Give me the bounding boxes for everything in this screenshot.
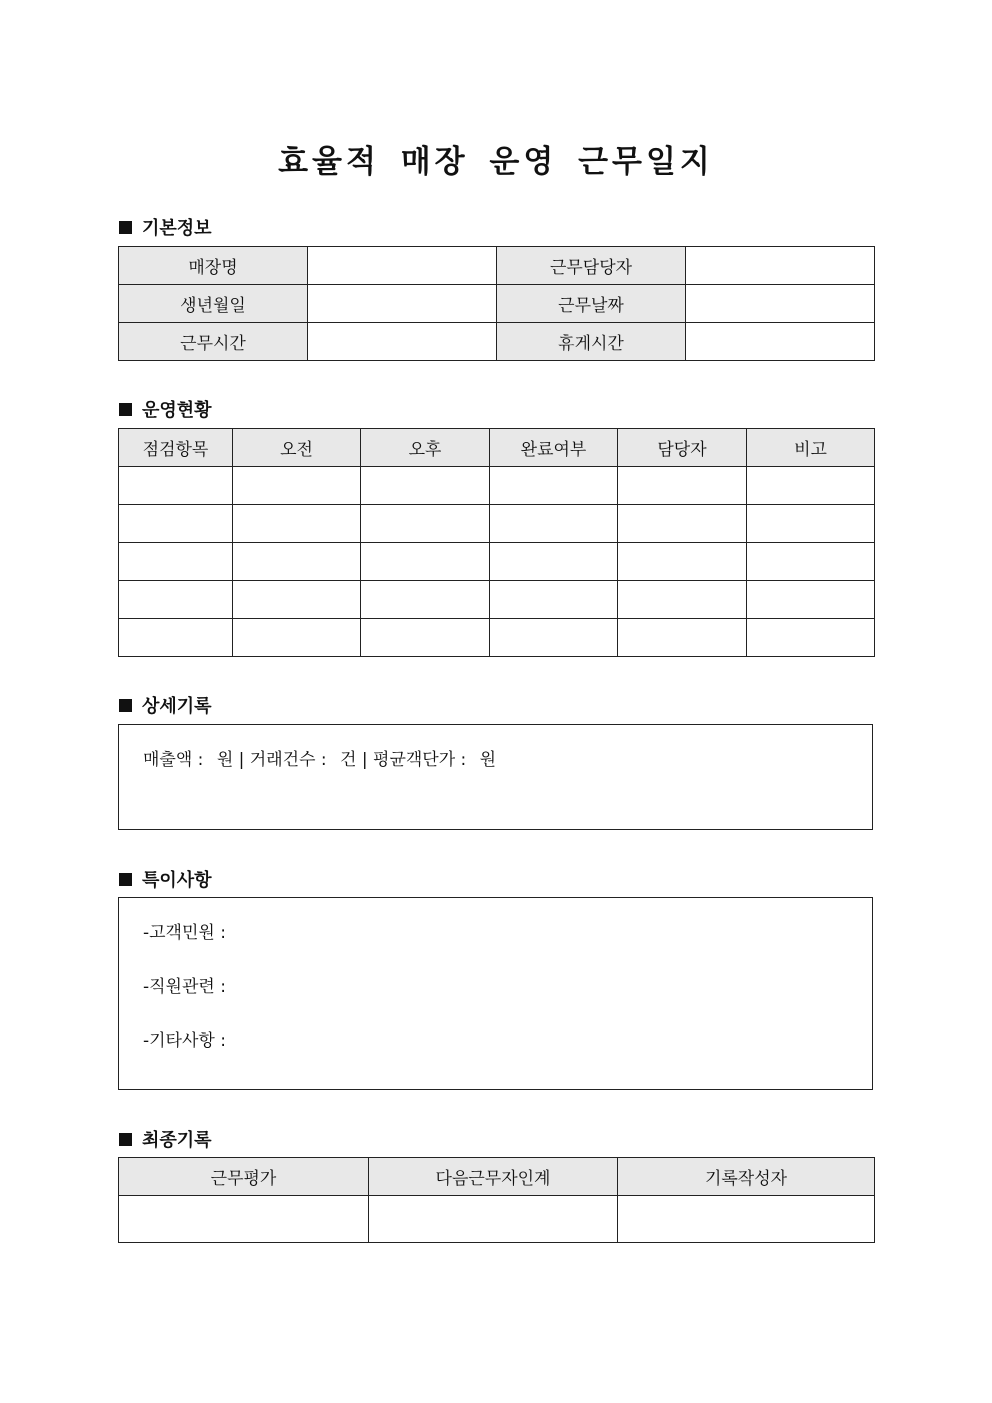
column-header: 비고 [747, 429, 875, 467]
table-row [119, 467, 875, 505]
table-cell[interactable] [747, 505, 875, 543]
table-row [119, 581, 875, 619]
section-final [119, 1126, 212, 1152]
table-cell[interactable] [747, 467, 875, 505]
transaction-count-unit: 건 [340, 750, 357, 770]
table-cell[interactable] [618, 543, 747, 581]
transaction-count-label: 거래건수 : [249, 750, 327, 770]
section-basic-info [119, 214, 212, 240]
operation-table [118, 428, 875, 657]
special-notes-box[interactable] [118, 897, 873, 1090]
section-operation [119, 396, 212, 422]
work-date-label: 근무날짜 [497, 285, 686, 323]
table-cell[interactable] [233, 467, 361, 505]
section-title: 최종기록 [142, 1130, 212, 1151]
table-cell[interactable] [490, 543, 618, 581]
table-cell[interactable] [361, 505, 490, 543]
square-bullet-icon [119, 403, 132, 416]
table-row [119, 1196, 875, 1243]
staff-label: 근무담당자 [497, 247, 686, 285]
table-cell[interactable] [119, 467, 233, 505]
table-row [119, 247, 875, 285]
store-name-label: 매장명 [119, 247, 308, 285]
work-date-field[interactable] [686, 285, 875, 323]
page-title: 효율적 매장 운영 근무일지 [278, 144, 714, 180]
table-cell[interactable] [119, 505, 233, 543]
table-cell[interactable] [618, 581, 747, 619]
square-bullet-icon [119, 221, 132, 234]
staff-related-label: -직원관련 : [143, 977, 226, 997]
table-row [119, 505, 875, 543]
final-record-table [118, 1157, 875, 1243]
section-title: 특이사항 [142, 870, 212, 891]
table-cell[interactable] [361, 619, 490, 657]
table-row [119, 619, 875, 657]
store-name-field[interactable] [308, 247, 497, 285]
section-title: 상세기록 [142, 696, 212, 717]
column-header: 기록작성자 [618, 1158, 875, 1196]
average-price-label: 평균객단가 : [373, 750, 467, 770]
table-row [119, 323, 875, 361]
birthdate-label: 생년월일 [119, 285, 308, 323]
table-cell[interactable] [747, 619, 875, 657]
work-time-label: 근무시간 [119, 323, 308, 361]
column-header: 완료여부 [490, 429, 618, 467]
table-cell[interactable] [490, 505, 618, 543]
square-bullet-icon [119, 699, 132, 712]
staff-field[interactable] [686, 247, 875, 285]
table-cell[interactable] [490, 619, 618, 657]
table-cell[interactable] [747, 543, 875, 581]
table-cell[interactable] [119, 543, 233, 581]
break-time-label: 휴게시간 [497, 323, 686, 361]
table-row [119, 285, 875, 323]
square-bullet-icon [119, 1133, 132, 1146]
table-cell[interactable] [747, 581, 875, 619]
table-cell[interactable] [361, 581, 490, 619]
basic-info-table [118, 246, 875, 361]
table-cell[interactable] [618, 505, 747, 543]
column-header: 오후 [361, 429, 490, 467]
square-bullet-icon [119, 873, 132, 886]
section-title: 운영현황 [142, 400, 212, 421]
work-time-field[interactable] [308, 323, 497, 361]
table-cell[interactable] [233, 505, 361, 543]
separator: | [361, 750, 368, 770]
detail-record-line [119, 725, 872, 770]
separator: | [238, 750, 245, 770]
sales-unit: 원 [216, 750, 234, 770]
table-cell[interactable] [618, 619, 747, 657]
column-header: 점검항목 [119, 429, 233, 467]
record-author-field[interactable] [618, 1196, 875, 1243]
table-cell[interactable] [233, 619, 361, 657]
table-cell[interactable] [119, 581, 233, 619]
handover-field[interactable] [369, 1196, 618, 1243]
table-header-row [119, 429, 875, 467]
sales-label: 매출액 : [143, 750, 204, 770]
table-cell[interactable] [361, 543, 490, 581]
table-cell[interactable] [233, 581, 361, 619]
column-header: 근무평가 [119, 1158, 369, 1196]
birthdate-field[interactable] [308, 285, 497, 323]
section-special [119, 866, 212, 892]
column-header: 담당자 [618, 429, 747, 467]
table-row [119, 543, 875, 581]
column-header: 오전 [233, 429, 361, 467]
table-cell[interactable] [490, 467, 618, 505]
work-evaluation-field[interactable] [119, 1196, 369, 1243]
section-detail [119, 692, 212, 718]
table-cell[interactable] [361, 467, 490, 505]
table-cell[interactable] [233, 543, 361, 581]
table-cell[interactable] [618, 467, 747, 505]
section-title: 기본정보 [142, 218, 212, 239]
customer-complaint-label: -고객민원 : [143, 923, 226, 943]
table-cell[interactable] [490, 581, 618, 619]
detail-record-box[interactable] [118, 724, 873, 830]
table-header-row [119, 1158, 875, 1196]
table-cell[interactable] [119, 619, 233, 657]
other-matters-label: -기타사항 : [143, 1031, 226, 1051]
column-header: 다음근무자인계 [369, 1158, 618, 1196]
average-price-unit: 원 [479, 750, 497, 770]
break-time-field[interactable] [686, 323, 875, 361]
